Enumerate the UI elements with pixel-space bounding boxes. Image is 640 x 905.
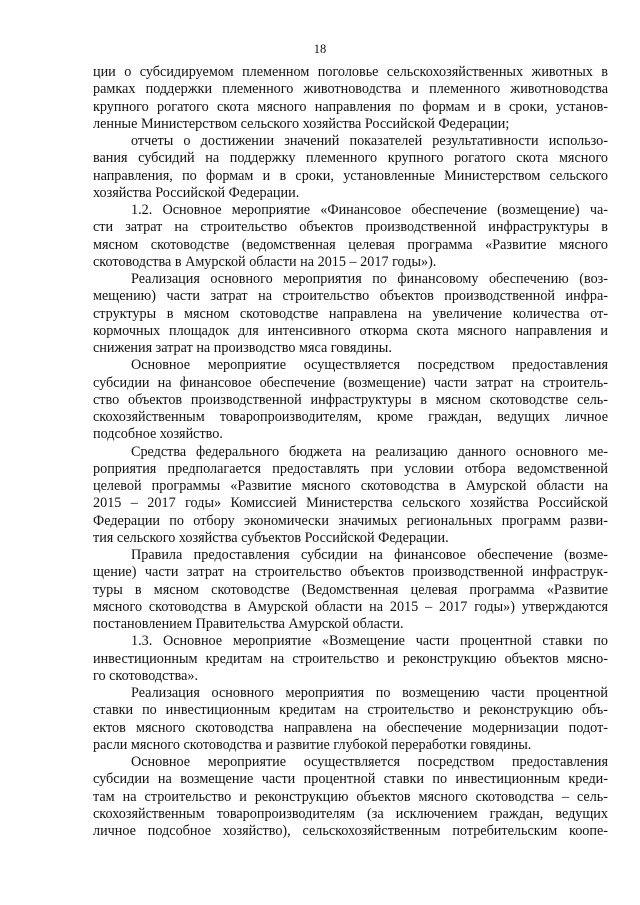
text-line: крупного рогатого скота мясного направления по формам и в сроки, установ- <box>93 98 608 115</box>
text-line: роприятия предполагается предоставлять при условии отбора ведомственной <box>93 460 608 477</box>
text-line: скохозяйственным товаропроизводителям, кроме граждан, ведущих личное <box>93 409 608 425</box>
text-line: 2015 – 2017 годы» Комиссией Министерства сельского хозяйства Российской <box>93 495 608 512</box>
text-line: сти затрат на строительство объектов производственной инфраструктуры в <box>93 219 608 236</box>
text-line: Средства федерального бюджета на реализацию данного основного ме- <box>131 443 608 460</box>
text-line: личное подсобное хозяйство), сельскохозяйственным потребительским коопе- <box>93 823 608 839</box>
text-line: подсобное хозяйство. <box>93 426 223 443</box>
text-line: 1.3. Основное мероприятие «Возмещение части процентной ставки по <box>131 633 608 650</box>
text-line: мясном скотоводстве (ведомственная целевая программа «Развитие мясного <box>93 236 608 253</box>
text-line: рамках поддержки племенного животноводства и племенного животноводства <box>93 81 608 98</box>
text-line: скохозяйственным товаропроизводителям (за исключением граждан, ведущих <box>93 805 608 822</box>
page-number: 18 <box>313 42 327 56</box>
text-line: субсидии на финансовое обеспечение (возмещение) части затрат на строитель- <box>93 374 608 391</box>
text-line: расли мясного скотоводства и развитие глубокой переработки говядины. <box>93 736 532 753</box>
text-line: мясного скотоводства в Амурской области на 2015 – 2017 годы») утверждаются <box>93 598 608 615</box>
text-line: вания субсидий на поддержку племенного крупного рогатого скота мясного <box>93 150 608 167</box>
text-line: ленные Министерством сельского хозяйства Российской Федерации; <box>93 115 510 132</box>
text-line: туры в мясном скотоводстве (Ведомственная целевая программа «Развитие <box>93 581 608 598</box>
text-line: кормочных площадок для интенсивного откорма скота мясного направления и <box>93 322 608 339</box>
text-line: субсидии на возмещение части процентной ставки по инвестиционным креди- <box>93 771 608 788</box>
text-line: ставки по инвестиционным кредитам на строительство и реконструкцию объ- <box>93 702 608 719</box>
body-text <box>93 64 608 840</box>
text-line: Основное мероприятие осуществляется посредством предоставления <box>131 357 608 374</box>
text-line: хозяйства Российской Федерации. <box>93 184 300 201</box>
text-line: Реализация основного мероприятия по финансовому обеспечению (воз- <box>131 271 608 287</box>
text-line: постановлением Правительства Амурской области. <box>93 616 404 632</box>
text-line: направления, по формам и в сроки, установленные Министерством сельского <box>93 167 608 184</box>
text-line: го скотоводства». <box>93 667 199 684</box>
text-line: Основное мероприятие осуществляется посредством предоставления <box>131 754 608 770</box>
text-line: структуры в мясном скотоводстве направлена на увеличение количества от- <box>93 305 608 322</box>
text-line: 1.2. Основное мероприятие «Финансовое обеспечение (возмещение) ча- <box>131 202 608 218</box>
text-line: мещению) части затрат на строительство объектов производственной инфра- <box>93 288 608 305</box>
text-line: скотоводства в Амурской области на 2015 – 2017 годы»). <box>93 253 437 270</box>
text-line: снижения затрат на производство мяса говядины. <box>93 340 392 356</box>
text-line: отчеты о достижении значений показателей результативности использо- <box>131 133 608 149</box>
text-line: инвестиционным кредитам на строительство и реконструкцию объектов мясно- <box>93 650 608 667</box>
text-line: там на строительство и реконструкцию объектов мясного скотоводства – сель- <box>93 788 608 805</box>
text-line: ектов мясного скотоводства направлена на обеспечение модернизации подот- <box>93 719 608 736</box>
text-line: Правила предоставления субсидии на финансовое обеспечение (возме- <box>131 547 608 563</box>
text-line: тия сельского хозяйства субъектов Российской Федерации. <box>93 529 449 546</box>
text-line: целевой программы «Развитие мясного скотоводства в Амурской области на <box>93 478 608 494</box>
text-line: Реализация основного мероприятия по возмещению части процентной <box>131 685 608 701</box>
text-line: ство объектов производственной инфраструктуры в мясном скотоводстве сель- <box>93 391 608 408</box>
text-line: Федерации по отбору экономически значимых региональных программ разви- <box>93 512 608 529</box>
text-line: щение) части затрат на строительство объектов производственной инфраструк- <box>93 564 608 581</box>
text-line: ции о субсидируемом племенном поголовье сельскохозяйственных животных в <box>93 64 608 80</box>
